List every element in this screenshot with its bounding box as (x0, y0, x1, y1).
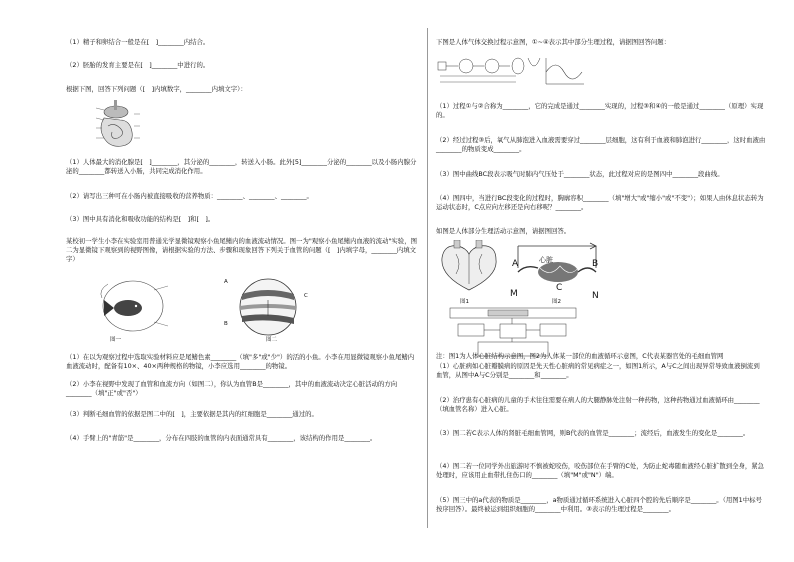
fish-experiment-intro: 某校初一学生小李在实验室用普通光学显微镜观察小鱼尾鳍内的血液流动情况。图一为"观察小鱼尾鳍内血液的流动"实验，图二为显微镜下观察到的视野图像，请根据实验的方法、步骤和现象回答下列关于血管的问题（[ ]内填字母，________内填文字） (66, 237, 417, 263)
microscope-view-figure (234, 276, 302, 338)
gas-exchange-figure (436, 54, 586, 90)
question-3-1: （1）在以为观察过程中选取实验材料应是尾鳍色素________（填"多"或"少"）的活的小鱼。小李在用显微镜观察小鱼尾鳍内血液流动时，配备有10×、40×两种规格的物镜，小李应选用________的物镜。 (66, 353, 415, 370)
label-cap-b: B (592, 259, 599, 269)
label-cap-m: M (510, 289, 518, 299)
heart-structure-figure (436, 240, 502, 292)
question-2-1: （1）人体最大的消化腺是[ ]________，其分泌的________，转送入小肠。此外[5]________分泌的________以及小肠内腺分泌的________都转送入小肠，共同完成消化作用。 (66, 158, 417, 175)
gas-exchange-intro: 下图是人体气体交换过程示意图，①~④表示其中部分生理过程，请据图回答问题： (436, 38, 671, 46)
question-1-1: （1）精子和卵结合一般是在[ ]________内结合。 (66, 38, 210, 46)
label-cap-a: A (512, 259, 519, 269)
label-heart: 心脏 (539, 256, 553, 264)
circulation-intro: 如图是人体部分生理活动示意图，请据图回答。 (436, 227, 571, 235)
question-3-3: （3）判断毛细血管的依据是图二中的[ ]，主要依据是其内的红细胞是________通过的。 (66, 410, 318, 418)
figure-note: 注：图1为人体心脏结构示意图，图2为人体某一部位的血液循环示意图，C代表某器官处的毛细血管网 (436, 352, 724, 360)
figure-b-label: 图2 (552, 299, 561, 305)
question-5-5: （5）图三中的a代表的物质是________，a物质通过循环系统进入心脏四个腔的先后顺序是________。（用图1中标号按序回答）。最终被运到组织细胞的________中利用。③表示的生理过程是________。 (436, 496, 762, 513)
fish-experiment-figure (88, 276, 178, 338)
question-2-3: （3）图中具有消化和吸收功能的结构是[ ]和[ ]。 (66, 215, 215, 223)
question-4-3: （3）图中曲线BC段表示吸气时肺内气压处于________状态，此过程对应的是图四中________段曲线。 (436, 170, 724, 178)
label-a: A (224, 279, 228, 285)
question-4-1: （1）过程①与②合称为________，它的完成是通过________实现的，过程③和④的一般是通过________（原理）实现的。 (436, 102, 764, 119)
figure-2-label: 图二 (266, 337, 278, 343)
column-divider (427, 28, 428, 528)
question-4-2: （2）经过过程③后，氧气从肺泡进入血液需要穿过________层细胞，这有利于血液和肺泡进行________，这时血液由________的物质变成________。 (436, 136, 766, 153)
question-4-4: （4）图四中，当进行BC段变化的过程时，胸廓容积________（填"增大"或"缩小"或"不变"）；如果人由休息状态转为运动状态时，C点应向左移还是向右移呢？________。 (436, 194, 764, 211)
question-1-2: （2）胚胎的发育主要是在[ ]________中进行的。 (66, 61, 210, 69)
label-cap-c: C (556, 283, 563, 293)
question-5-3: （3）图二若C表示人体的肾脏毛细血管网，则B代表的血管是________；流经后，血液发生的变化是________。 (436, 429, 750, 437)
label-c: C (304, 293, 308, 299)
question-5-4: （4）图二若一位同学外出旅游时不慎被蛇咬伤，咬伤部位在手臂的C处，为防止蛇毒随血液经心脏扩散到全身，紧急处理时，应该用止血带扎住伤口的________（填"M"或"N"）端。 (436, 462, 765, 479)
question-3-2: （2）小李在视野中发现了血管和血流方向（如图二），你认为血管B是________，其中的血液流动决定心脏活动的方向________（填"正"或"否"） (66, 380, 398, 397)
digestive-system-figure (94, 98, 142, 156)
figure-1-label: 图一 (110, 337, 122, 343)
label-b: B (224, 321, 228, 327)
question-5-2: （2）治疗患有心脏病的儿童的手术往往需要在病人的大腿静脉处注射一种药物，这种药物通过血液循环由________（填血管名称）进入心脏。 (436, 396, 760, 413)
label-cap-n: N (592, 291, 599, 301)
question-2-2: （2）请写出三种可在小肠内被直接吸收的营养物质：________、________、________。 (66, 192, 313, 200)
digestive-intro: 根据下图，回答下列问题（[ ]内填数字，________内填文字）： (66, 85, 247, 93)
question-3-4: （4）手臂上的"青筋"是________，分布在四肢的血管的内表面通常具有________，该结构的作用是________。 (66, 434, 377, 442)
question-5-1: （1）心脏病如心脏瓣膜病的原因是先天性心脏病的常见病症之一，如图1所示，A与C之间出现异常导致血液倒流到血管，从图中A与C分别是________和________。 (436, 362, 760, 379)
figure-a-label: 图1 (460, 299, 469, 305)
